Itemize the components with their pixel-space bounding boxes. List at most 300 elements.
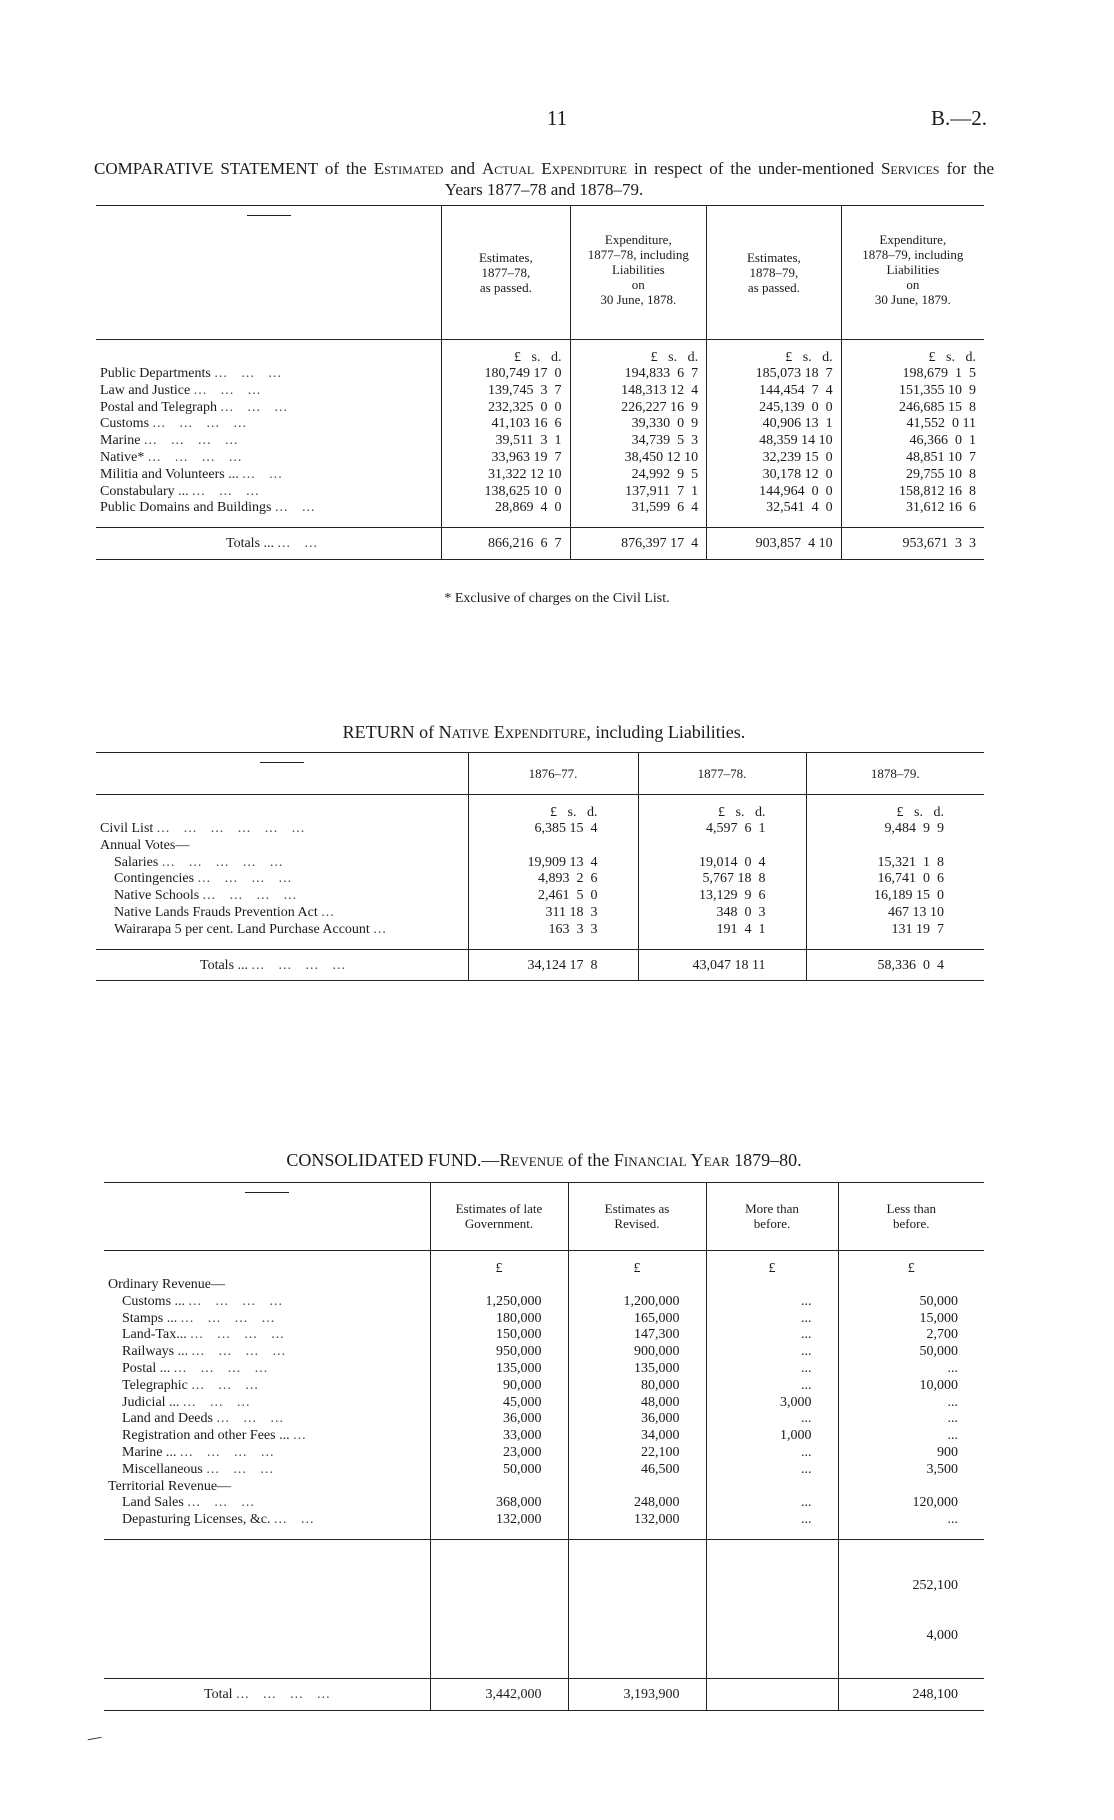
value-cell: ...	[838, 1428, 984, 1445]
value-cell: ...	[706, 1462, 838, 1479]
value-cell: 34,000	[568, 1428, 706, 1445]
leader-dots: ...	[293, 1428, 307, 1444]
table-row	[96, 450, 984, 467]
value-cell: 36,000	[568, 1411, 706, 1428]
row-label-text: Native Schools	[114, 888, 200, 904]
value-cell: 194,833 6 7	[570, 366, 707, 383]
unit-label: £ s. d.	[707, 340, 842, 367]
value-cell: ...	[706, 1327, 838, 1344]
total-cell	[706, 1679, 838, 1711]
value-cell: 135,000	[568, 1361, 706, 1378]
col-header: Estimates of late Government.	[430, 1183, 568, 1251]
row-label-text: Postal and Telegraph	[100, 399, 217, 415]
table-row	[96, 838, 984, 855]
row-label	[96, 400, 442, 417]
unit-label: £ s. d.	[570, 340, 707, 367]
leader-dots: ... ... ...	[220, 399, 288, 415]
total-cell: 248,100	[838, 1679, 984, 1711]
totals-text: Totals ...	[226, 536, 275, 552]
value-cell: 16,189 15 0	[806, 888, 984, 905]
table-row	[104, 1428, 984, 1445]
row-label-text: Native*	[100, 449, 145, 465]
value-cell: 23,000	[430, 1445, 568, 1462]
document-reference: B.—2.	[930, 106, 987, 130]
value-cell: ...	[838, 1395, 984, 1412]
table-row	[96, 855, 984, 872]
value-cell: 151,355 10 9	[841, 383, 984, 400]
value-cell: 132,000	[430, 1512, 568, 1529]
row-label-text: Civil List	[100, 821, 154, 836]
totals-label	[96, 528, 442, 560]
leader-dots: ... ... ... ...	[180, 1310, 276, 1326]
value-cell: 198,679 1 5	[841, 366, 984, 383]
value-cell: 15,321 1 8	[806, 855, 984, 872]
value-cell: 36,000	[430, 1411, 568, 1428]
value-cell: 40,906 13 1	[707, 416, 842, 433]
unit-label: £ s. d.	[638, 795, 806, 822]
table-row	[96, 433, 984, 450]
row-label	[104, 1445, 430, 1462]
table-row	[96, 416, 984, 433]
table-row	[96, 484, 984, 501]
totals-text: Totals ...	[200, 957, 249, 973]
leader-dots: ...	[321, 904, 335, 920]
value-cell: 467 13 10	[806, 905, 984, 922]
row-label	[104, 1395, 430, 1412]
title-text: in respect of the under-mentioned	[626, 159, 881, 178]
leader-dots: ... ... ... ... ... ...	[156, 821, 306, 836]
value-cell: 4,893 2 6	[468, 871, 638, 888]
row-label	[96, 450, 442, 467]
row-label-text: Land-Tax...	[122, 1327, 187, 1343]
native-return-table	[96, 752, 984, 981]
leader-dots: ... ...	[275, 500, 316, 516]
value-cell: 3,500	[838, 1462, 984, 1479]
value-cell	[838, 1479, 984, 1496]
row-label-text: Wairarapa 5 per cent. Land Purchase Account	[114, 921, 370, 937]
value-cell: 2,700	[838, 1327, 984, 1344]
unit-label: £ s. d.	[841, 340, 984, 367]
table-row	[104, 1294, 984, 1311]
row-label	[104, 1327, 430, 1344]
value-cell: 1,250,000	[430, 1294, 568, 1311]
value-cell: 900,000	[568, 1344, 706, 1361]
leader-dots: ... ... ... ...	[191, 1344, 287, 1360]
value-cell: 348 0 3	[638, 905, 806, 922]
value-cell: 1,000	[706, 1428, 838, 1445]
row-label-text: Judicial ...	[122, 1394, 180, 1410]
row-label-text: Contingencies	[114, 871, 195, 887]
value-cell: 147,300	[568, 1327, 706, 1344]
row-label	[96, 383, 442, 400]
page-number: 11	[546, 106, 568, 130]
title-text: of	[414, 722, 439, 742]
table-row	[96, 467, 984, 484]
title-text: —	[481, 1150, 500, 1170]
col-header: Expenditure, 1878–79, including Liabilities on 30 June, 1879.	[841, 206, 984, 340]
row-label-text: Marine	[100, 433, 141, 449]
table-row	[96, 500, 984, 517]
value-cell: 158,812 16 8	[841, 484, 984, 501]
total-cell: 866,216 6 7	[442, 528, 570, 560]
col-header: Estimates as Revised.	[568, 1183, 706, 1251]
footnote: * Exclusive of charges on the Civil List.	[444, 591, 670, 606]
table-row	[104, 1462, 984, 1479]
value-cell: 48,000	[568, 1395, 706, 1412]
table-row	[104, 1395, 984, 1412]
row-label-text: Salaries	[114, 854, 159, 870]
value-cell: 144,964 0 0	[707, 484, 842, 501]
value-cell: 950,000	[430, 1344, 568, 1361]
leader-dots: ... ... ... ...	[143, 433, 239, 449]
row-label	[104, 1428, 430, 1445]
value-cell: ...	[706, 1445, 838, 1462]
row-label-text: Land and Deeds	[122, 1411, 213, 1427]
table-row	[104, 1277, 984, 1294]
subtotal-more: 4,000	[926, 1627, 958, 1643]
value-cell: 46,366 0 1	[841, 433, 984, 450]
value-cell: 232,325 0 0	[442, 400, 570, 417]
value-cell: 29,755 10 8	[841, 467, 984, 484]
totals-label	[104, 1679, 430, 1711]
value-cell: 191 4 1	[638, 922, 806, 939]
value-cell: 900	[838, 1445, 984, 1462]
value-cell	[430, 1277, 568, 1294]
value-cell: 19,909 13 4	[468, 855, 638, 872]
value-cell: ...	[838, 1411, 984, 1428]
value-cell: ...	[706, 1361, 838, 1378]
title-text: , including Liabilities.	[586, 722, 746, 742]
value-cell: 38,450 12 10	[570, 450, 707, 467]
row-label	[96, 467, 442, 484]
leader-dots: ... ... ...	[214, 366, 282, 381]
value-cell: 50,000	[430, 1462, 568, 1479]
total-cell: 3,193,900	[568, 1679, 706, 1711]
value-cell: 22,100	[568, 1445, 706, 1462]
row-label-text: Territorial Revenue—	[108, 1478, 232, 1494]
value-cell: 148,313 12 4	[570, 383, 707, 400]
table-row	[104, 1445, 984, 1462]
value-cell: 46,500	[568, 1462, 706, 1479]
leader-dots: ... ...	[277, 536, 319, 552]
title-text: Estimated	[373, 159, 444, 178]
value-cell: 32,239 15 0	[707, 450, 842, 467]
value-cell: ...	[706, 1344, 838, 1361]
title-lead: COMPARATIVE STATEMENT	[94, 159, 318, 178]
title-text: and	[443, 159, 482, 178]
leader-dots: ... ... ... ...	[188, 1293, 284, 1309]
value-cell: 90,000	[430, 1378, 568, 1395]
consolidated-fund-table	[104, 1182, 984, 1711]
value-cell: 32,541 4 0	[707, 500, 842, 517]
row-label-text: Customs	[100, 416, 150, 432]
row-label-text: Registration and other Fees ...	[122, 1428, 290, 1444]
value-cell: 3,000	[706, 1395, 838, 1412]
leader-dots: ... ... ... ...	[152, 416, 248, 432]
value-cell: 185,073 18 7	[707, 366, 842, 383]
subtotal-less: 252,100	[912, 1577, 958, 1593]
value-cell: 15,000	[838, 1311, 984, 1328]
row-label	[104, 1462, 430, 1479]
row-label-text: Railways ...	[122, 1344, 189, 1360]
value-cell: 13,129 9 6	[638, 888, 806, 905]
table-row	[96, 821, 984, 838]
value-cell: 33,000	[430, 1428, 568, 1445]
row-label-text: Ordinary Revenue—	[108, 1277, 226, 1292]
value-cell: 165,000	[568, 1311, 706, 1328]
col-header: 1878–79.	[806, 753, 984, 795]
row-label	[96, 871, 468, 888]
row-label	[96, 838, 468, 855]
value-cell	[568, 1479, 706, 1496]
leader-dots: ... ... ... ...	[190, 1327, 285, 1343]
row-label	[96, 855, 468, 872]
totals-text: Total	[204, 1687, 233, 1703]
value-cell: 19,014 0 4	[638, 855, 806, 872]
value-cell	[806, 838, 984, 855]
value-cell	[838, 1277, 984, 1294]
leader-dots: ... ... ... ...	[202, 888, 298, 904]
row-label	[104, 1495, 430, 1512]
leader-dots: ... ... ... ...	[147, 449, 243, 465]
title-text: Revenue	[499, 1150, 564, 1170]
total-cell: 953,671 3 3	[841, 528, 984, 560]
row-label	[96, 366, 442, 383]
value-cell: 120,000	[838, 1495, 984, 1512]
row-label-text: Annual Votes—	[100, 837, 190, 853]
value-cell: 9,484 9 9	[806, 821, 984, 838]
value-cell: 48,851 10 7	[841, 450, 984, 467]
leader-dots: ... ...	[242, 466, 283, 482]
row-label-text: Law and Justice	[100, 382, 191, 398]
leader-dots: ... ... ... ...	[251, 957, 347, 973]
row-label	[104, 1277, 430, 1294]
value-cell: ...	[706, 1512, 838, 1529]
value-cell: 39,511 3 1	[442, 433, 570, 450]
value-cell	[430, 1479, 568, 1496]
value-cell: 24,992 9 5	[570, 467, 707, 484]
row-label-text: Depasturing Licenses, &c.	[122, 1512, 271, 1528]
value-cell: ...	[838, 1512, 984, 1529]
table-row	[96, 905, 984, 922]
value-cell: 248,000	[568, 1495, 706, 1512]
table-row	[96, 888, 984, 905]
row-label	[104, 1344, 430, 1361]
row-label	[104, 1378, 430, 1395]
row-label	[96, 433, 442, 450]
row-label-text: Native Lands Frauds Prevention Act	[114, 904, 318, 920]
value-cell	[706, 1277, 838, 1294]
value-cell: 163 3 3	[468, 922, 638, 939]
table-row	[104, 1327, 984, 1344]
value-cell: 132,000	[568, 1512, 706, 1529]
value-cell: ...	[706, 1294, 838, 1311]
table-row	[96, 400, 984, 417]
row-label	[96, 821, 468, 838]
value-cell: 245,139 0 0	[707, 400, 842, 417]
value-cell: ...	[706, 1311, 838, 1328]
row-label-text: Public Departments	[100, 366, 211, 381]
value-cell: 50,000	[838, 1344, 984, 1361]
col-header: 1876–77.	[468, 753, 638, 795]
value-cell: ...	[706, 1411, 838, 1428]
row-label-text: Marine ...	[122, 1444, 177, 1460]
value-cell: 34,739 5 3	[570, 433, 707, 450]
row-label	[96, 484, 442, 501]
value-cell: ...	[838, 1361, 984, 1378]
stub-header	[96, 206, 442, 340]
title-text: of the	[317, 159, 374, 178]
table-row	[96, 871, 984, 888]
col-header: Expenditure, 1877–78, including Liabilities on 30 June, 1878.	[570, 206, 707, 340]
title-text: Financial Year	[613, 1150, 730, 1170]
col-header: Estimates, 1878–79, as passed.	[707, 206, 842, 340]
value-cell: 368,000	[430, 1495, 568, 1512]
stray-mark	[88, 1737, 103, 1744]
value-cell: 138,625 10 0	[442, 484, 570, 501]
leader-dots: ... ... ... ...	[197, 871, 293, 887]
col-header: 1877–78.	[638, 753, 806, 795]
value-cell: 41,103 16 6	[442, 416, 570, 433]
row-label	[96, 500, 442, 517]
row-label-text: Postal ...	[122, 1360, 171, 1376]
leader-dots: ... ... ...	[193, 382, 262, 398]
totals-label	[96, 949, 468, 981]
native-return-title	[94, 722, 994, 743]
leader-dots: ... ... ...	[206, 1461, 274, 1477]
leader-dots: ... ... ... ...	[173, 1360, 269, 1376]
value-cell: ...	[706, 1378, 838, 1395]
table-row	[104, 1311, 984, 1328]
unit-label: £	[838, 1251, 984, 1278]
unit-label: £	[568, 1251, 706, 1278]
row-label	[104, 1361, 430, 1378]
value-cell: 45,000	[430, 1395, 568, 1412]
total-cell: 3,442,000	[430, 1679, 568, 1711]
row-label	[104, 1479, 430, 1496]
value-cell: 144,454 7 4	[707, 383, 842, 400]
row-label	[96, 922, 468, 939]
value-cell: 31,612 16 6	[841, 500, 984, 517]
leader-dots: ... ... ...	[216, 1411, 284, 1427]
value-cell: 28,869 4 0	[442, 500, 570, 517]
leader-dots: ...	[373, 921, 387, 937]
value-cell: 33,963 19 7	[442, 450, 570, 467]
value-cell: 31,322 12 10	[442, 467, 570, 484]
title-lead: CONSOLIDATED FUND.	[286, 1150, 482, 1170]
value-cell	[638, 838, 806, 855]
subtotal-cell	[838, 1539, 984, 1678]
value-cell	[468, 838, 638, 855]
title-lead: RETURN	[342, 722, 415, 742]
unit-label: £ s. d.	[442, 340, 570, 367]
value-cell: 48,359 14 10	[707, 433, 842, 450]
consolidated-fund-title	[94, 1150, 994, 1171]
table-row	[104, 1411, 984, 1428]
stub-header	[96, 753, 468, 795]
leader-dots: ... ... ...	[192, 483, 260, 499]
row-label	[104, 1294, 430, 1311]
value-cell: 41,552 0 11	[841, 416, 984, 433]
value-cell: 180,749 17 0	[442, 366, 570, 383]
leader-dots: ... ... ...	[191, 1377, 259, 1393]
value-cell: 31,599 6 4	[570, 500, 707, 517]
value-cell: 180,000	[430, 1311, 568, 1328]
row-label-text: Militia and Volunteers ...	[100, 466, 239, 482]
col-header: Estimates, 1877–78, as passed.	[442, 206, 570, 340]
value-cell: 1,200,000	[568, 1294, 706, 1311]
row-label-text: Constabulary ...	[100, 483, 189, 499]
table-row	[104, 1479, 984, 1496]
col-header: Less than before.	[838, 1183, 984, 1251]
comparative-statement-table	[96, 205, 984, 560]
value-cell: 6,385 15 4	[468, 821, 638, 838]
title-text: 1879–80.	[729, 1150, 802, 1170]
title-text: Services	[880, 159, 940, 178]
table-row	[104, 1344, 984, 1361]
value-cell: 135,000	[430, 1361, 568, 1378]
value-cell: 150,000	[430, 1327, 568, 1344]
table-row	[104, 1378, 984, 1395]
total-cell: 876,397 17 4	[570, 528, 707, 560]
value-cell: 246,685 15 8	[841, 400, 984, 417]
total-cell: 58,336 0 4	[806, 949, 984, 981]
value-cell: 2,461 5 0	[468, 888, 638, 905]
value-cell: 10,000	[838, 1378, 984, 1395]
comparative-statement-title	[94, 158, 994, 200]
table-row	[96, 366, 984, 383]
value-cell: ...	[706, 1495, 838, 1512]
value-cell: 50,000	[838, 1294, 984, 1311]
value-cell: 226,227 16 9	[570, 400, 707, 417]
value-cell: 30,178 12 0	[707, 467, 842, 484]
row-label	[96, 416, 442, 433]
row-label	[96, 888, 468, 905]
value-cell: 80,000	[568, 1378, 706, 1395]
leader-dots: ... ... ... ... ...	[161, 854, 284, 870]
value-cell: 4,597 6 1	[638, 821, 806, 838]
value-cell: 39,330 0 9	[570, 416, 707, 433]
row-label-text: Land Sales	[122, 1495, 184, 1511]
title-text: for the Years 1877–78 and 1878–79.	[444, 159, 995, 199]
title-text: Native Expenditure	[438, 722, 587, 742]
unit-label: £ s. d.	[806, 795, 984, 822]
value-cell: 131 19 7	[806, 922, 984, 939]
value-cell: 139,745 3 7	[442, 383, 570, 400]
stub-header	[104, 1183, 430, 1251]
unit-label: £ s. d.	[468, 795, 638, 822]
value-cell	[706, 1479, 838, 1496]
row-label	[96, 905, 468, 922]
row-label-text: Customs ...	[122, 1293, 186, 1309]
value-cell	[568, 1277, 706, 1294]
col-header: More than before.	[706, 1183, 838, 1251]
row-label	[104, 1311, 430, 1328]
total-cell: 34,124 17 8	[468, 949, 638, 981]
table-row	[96, 383, 984, 400]
row-label	[104, 1411, 430, 1428]
title-text: Actual Expenditure	[481, 159, 627, 178]
unit-label: £	[430, 1251, 568, 1278]
row-label-text: Stamps ...	[122, 1310, 178, 1326]
leader-dots: ... ...	[274, 1512, 315, 1528]
total-cell: 903,857 4 10	[707, 528, 842, 560]
row-label	[104, 1512, 430, 1529]
row-label-text: Miscellaneous	[122, 1461, 203, 1477]
row-label-text: Public Domains and Buildings	[100, 500, 272, 516]
leader-dots: ... ... ... ...	[236, 1687, 331, 1703]
row-label-text: Telegraphic	[122, 1377, 188, 1393]
